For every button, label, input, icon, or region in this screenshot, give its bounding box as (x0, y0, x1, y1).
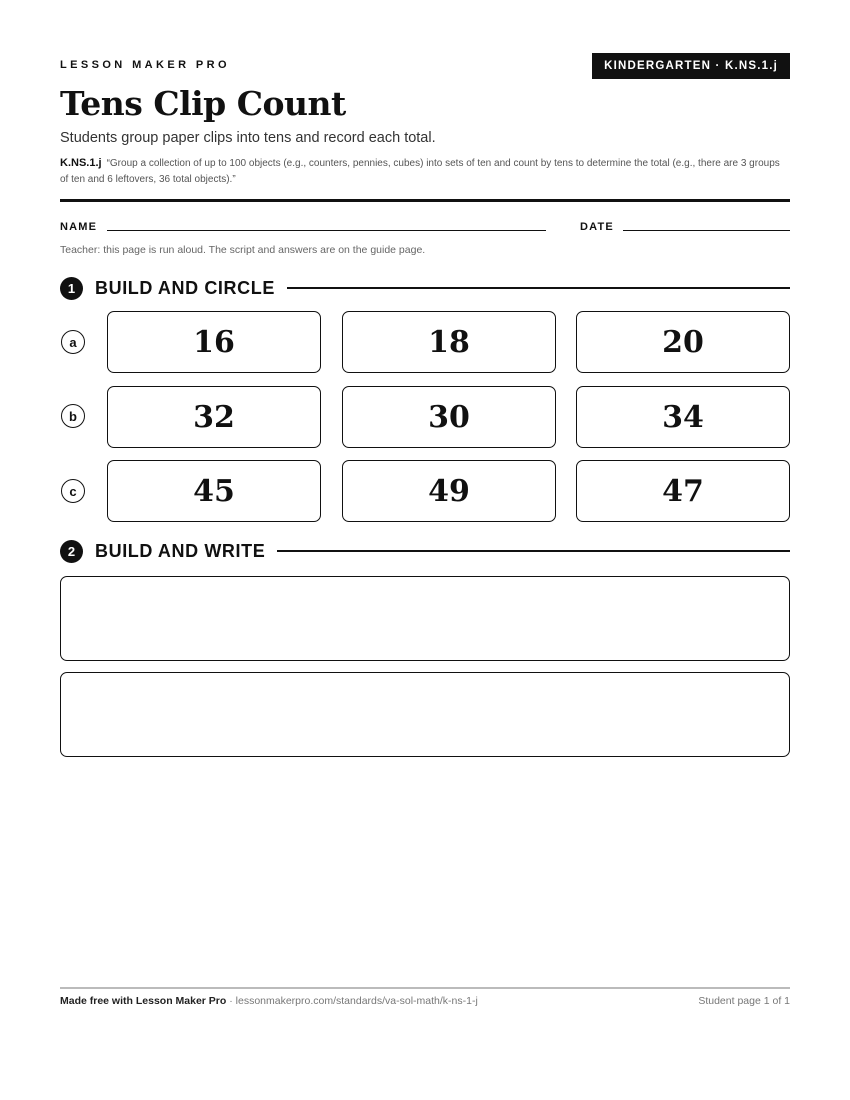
footer-credit (60, 995, 478, 1007)
section-divider (287, 287, 790, 289)
write-answer-box-1[interactable] (60, 576, 790, 661)
footer-made-with: Made free with Lesson Maker Pro (60, 995, 227, 1007)
date-line[interactable] (623, 230, 790, 231)
standard-text: “Group a collection of up to 100 objects (e.g., counters, pennies, cubes) into sets of ten and count by tens to determine the total (e.g., there are 3 groups of ten and 6 leftovers, 36 total objects).” (60, 158, 780, 185)
choice-box-c1[interactable]: 45 (107, 460, 321, 522)
choice-box-b1[interactable]: 32 (107, 386, 321, 448)
section-1-header (60, 276, 790, 300)
grade-standard-badge: KINDERGARTEN · K.NS.1.j (592, 53, 790, 79)
section-title: BUILD AND CIRCLE (95, 277, 275, 298)
row-letter-b: b (61, 404, 85, 428)
header-divider (60, 199, 790, 202)
row-letter-a: a (61, 330, 85, 354)
page-subtitle: Students group paper clips into tens and record each total. (60, 130, 436, 146)
choice-box-c3[interactable]: 47 (576, 460, 790, 522)
standard-code: K.NS.1.j (60, 157, 102, 169)
footer-url[interactable]: · lessonmakerpro.com/standards/va-sol-math/k-ns-1-j (226, 995, 478, 1007)
choice-box-a1[interactable]: 16 (107, 311, 321, 373)
footer-page-number: Student page 1 of 1 (698, 995, 790, 1007)
section-number-badge: 1 (60, 277, 83, 300)
choice-box-a2[interactable]: 18 (342, 311, 556, 373)
date-label: DATE (580, 221, 614, 233)
standard-description (60, 155, 790, 188)
page-title: Tens Clip Count (60, 84, 346, 123)
write-answer-box-2[interactable] (60, 672, 790, 757)
brand-name: LESSON MAKER PRO (60, 59, 230, 71)
name-line[interactable] (107, 230, 546, 231)
choice-box-b2[interactable]: 30 (342, 386, 556, 448)
choice-box-b3[interactable]: 34 (576, 386, 790, 448)
footer-divider (60, 987, 790, 989)
choice-box-a3[interactable]: 20 (576, 311, 790, 373)
name-label: NAME (60, 221, 98, 233)
section-divider (277, 550, 790, 552)
teacher-note: Teacher: this page is run aloud. The script and answers are on the guide page. (60, 244, 426, 256)
section-number-badge: 2 (60, 540, 83, 563)
row-letter-c: c (61, 479, 85, 503)
section-title: BUILD AND WRITE (95, 540, 266, 561)
choice-box-c2[interactable]: 49 (342, 460, 556, 522)
section-2-header (60, 539, 790, 563)
